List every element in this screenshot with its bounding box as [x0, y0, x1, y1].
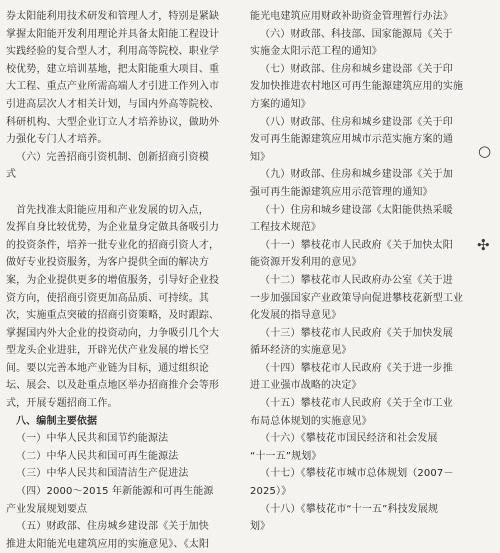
list-item-cont: 布局总体规划的实施意见》: [250, 415, 372, 427]
list-item: （十六）《攀枝花市国民经济和社会发展: [260, 433, 438, 445]
list-item: （十四）攀枝花市人民政府《关于进一步推: [260, 362, 453, 374]
list-item: （七）财政部、住房和城乡建设部《关于印: [260, 63, 453, 75]
list-item-cont: 循环经济的实施意见》: [250, 345, 352, 357]
list-item-cont: 能光电建筑应用财政补助资金管理暂行办法》: [250, 11, 453, 22]
list-item-cont: 划》: [250, 521, 271, 533]
blank-line: [6, 184, 243, 202]
list-item-cont: 发加快推进农村地区可再生能源建筑应用的实施: [250, 81, 464, 93]
section-heading-cont: 式: [6, 169, 17, 181]
list-item-cont: 强可再生能源建筑应用示范管理的通知》: [250, 186, 433, 198]
section-heading: 八、编制主要依据: [16, 415, 98, 427]
text-line: 大工程、重点产业所需高端人才引进工作列入市: [6, 81, 220, 93]
list-item-cont: 发可再生能源建筑应用城市示范实施方案的通: [250, 134, 453, 146]
left-column: [6, 8, 243, 553]
text-line: 资方向，使招商引资更加高品质、可持续。其: [6, 292, 209, 304]
list-item: （十）住房和城乡建设部《太阳能供热采暖: [260, 204, 453, 216]
text-line: 首先找准太阳能应用和产业发展的切入点，: [16, 204, 209, 216]
list-item: （十三）攀枝花市人民政府《关于加快发展: [260, 327, 453, 339]
list-item-cont: 一步加强国家产业政策导向促进攀枝花新型工业: [250, 292, 464, 304]
list-item: （八）财政部、住房和城乡建设部《关于印: [260, 116, 453, 128]
list-item: （十八）《攀枝花市“十一五”科技发展规: [260, 503, 439, 515]
list-item-cont: 工程技术规范》: [250, 222, 322, 234]
text-line: 校优势，建立培训基地，把太阳能重大项目、重: [6, 63, 220, 75]
list-item: （四）2000～2015 年新能源和可再生能源: [16, 486, 214, 498]
text-line: 掌握太阳能开发利用理论并具备太阳能工程设计: [6, 28, 220, 40]
list-item: （十五）攀枝花市人民政府《关于全市工业: [260, 398, 453, 410]
circle-mark-icon: ○: [478, 142, 492, 160]
list-item: （十一）攀枝花市人民政府《关于加快太阳: [260, 239, 453, 251]
list-item-cont: “十一五”规划》: [250, 450, 322, 462]
list-item: （五）财政部、住房城乡建设部《关于加快: [16, 521, 209, 533]
list-item-cont: 产业发展规划要点: [6, 503, 88, 515]
list-item: （九）财政部、住房和城乡建设部《关于加: [260, 169, 453, 181]
text-line: 案，为企业提供更多的增值服务，引导好企业投: [6, 274, 220, 286]
text-line: 间。要以完善本地产业链为目标，通过组织论: [6, 362, 209, 374]
list-item-cont: 知》: [250, 151, 271, 163]
text-line: 坛、展会、以及赴重点地区举办招商推介会等形: [6, 380, 220, 392]
list-item: （一）中华人民共和国节约能源法: [16, 433, 169, 445]
text-line: 掌握国内外大企业的投资动向，力争吸引几个大: [6, 327, 220, 339]
section-heading: （六）完善招商引资机制、创新招商引资模: [16, 151, 209, 163]
list-item: （二）中华人民共和国可再生能源法: [16, 450, 179, 462]
text-line: 实践经验的复合型人才，利用高等院校、职业学: [6, 46, 220, 58]
list-item-cont: 化发展的指导意见》: [250, 310, 342, 322]
text-line: 式，开展专题招商工作。: [6, 398, 118, 410]
flower-mark-icon: ✣: [477, 236, 490, 254]
text-line: 科研机构、大型企业订立人才培养协议，做助外: [6, 116, 220, 128]
list-item-cont: 方案的通知》: [250, 98, 311, 110]
list-item: （三）中华人民共和国清洁生产促进法: [16, 468, 189, 480]
list-item-cont: 2025）》: [250, 486, 292, 498]
text-line: 做好专业投资服务，为客户提供全面的解决方: [6, 257, 209, 269]
text-line: 型龙头企业进驻，开辟光伏产业发展的增长空: [6, 345, 209, 357]
list-item-cont: 进工业强市战略的决定》: [250, 380, 362, 392]
list-item: （六）财政部、科技部、国家能源局《关于: [260, 28, 453, 40]
text-line: 券太阳能利用技术研发和管理人才，特别是紧缺: [6, 11, 220, 22]
text-line: 引进高层次人才相关计划，与国内外高等院校、: [6, 98, 220, 110]
right-column: [250, 8, 473, 536]
text-line: 发挥自身比较优势，为企业量身定做具备吸引力: [6, 222, 220, 234]
text-line: 力强化专门人才培养。: [6, 134, 108, 146]
text-line: 次，实施重点突破的招商引资策略，及时跟踪、: [6, 310, 220, 322]
list-item-cont: 能资源开发利用的意见》: [250, 257, 362, 269]
list-item-cont: 实施金太阳示范工程的通知》: [250, 46, 382, 58]
text-line: 的投资条件，培养一批专业化的招商引资人才，: [6, 239, 220, 251]
list-item: （十二）攀枝花市人民政府办公室《关于进: [260, 274, 453, 286]
list-item: （十七）《攀枝花市城市总体规划（2007－: [260, 468, 454, 480]
list-item-cont: 推进太阳能光电建筑应用的实施意见》、《太阳: [6, 538, 210, 550]
